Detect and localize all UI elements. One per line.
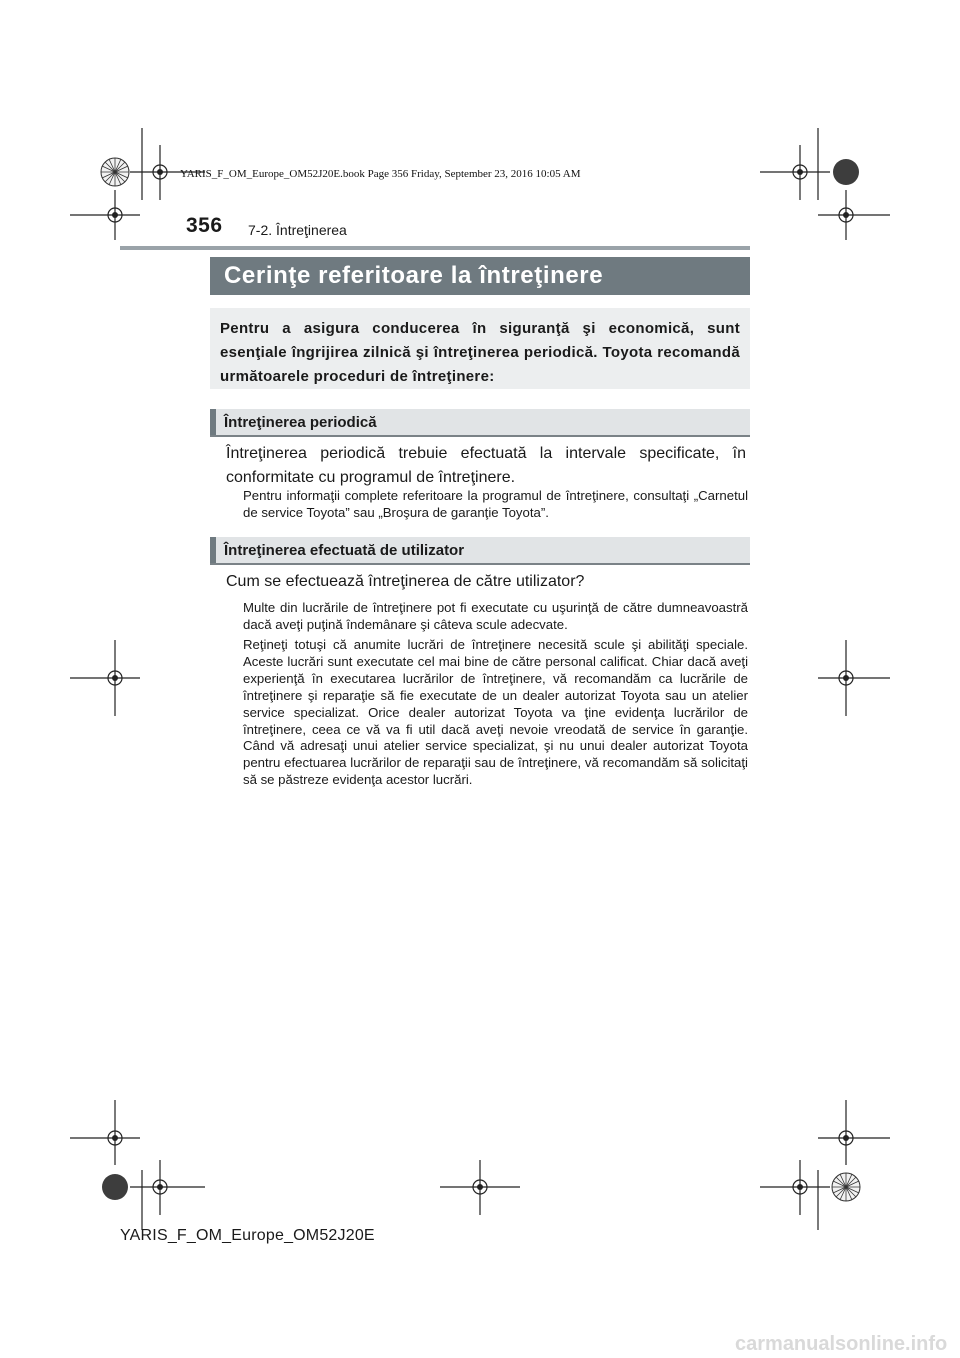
dark-disc-bottom-left [102, 1174, 128, 1200]
footer-doc-code: YARIS_F_OM_Europe_OM52J20E [120, 1227, 375, 1244]
periodic-maintenance-note: Pentru informaţii complete referitoare la programul de întreţinere, consultaţi „Carnetul de service Toyota” sau „Broşura de garanţie Toyota”. [243, 488, 748, 520]
dark-disc-top-right [833, 159, 859, 185]
user-maintenance-note-1: Multe din lucrările de întreţinere pot fi executate cu uşurinţă de către dumneavoastră dacă aveţi puţină îndemânare şi câteva scule adecvate. [243, 600, 748, 632]
intro-text: Pentru a asigura conducerea în siguranţă şi economică, sunt esenţiale îngrijirea zilnică şi întreţinerea periodică. Toyota recomandă următoarele proceduri de întreţinere: [220, 320, 740, 385]
user-maintenance-lead: Cum se efectuează întreţinerea de către utilizator? [226, 573, 585, 590]
periodic-maintenance-lead: Întreţinerea periodică trebuie efectuată la intervale specificate, în conformitate cu programul de întreţinere. [226, 445, 746, 486]
site-watermark: carmanualsonline.info [735, 1333, 948, 1355]
sunburst-top-left [101, 158, 129, 186]
subheading-periodic-maintenance: Întreţinerea periodică [210, 409, 750, 437]
section-title: 7-2. Întreţinerea [248, 222, 347, 238]
main-heading: Cerinţe referitoare la întreţinere [210, 257, 750, 295]
page-number: 356 [186, 214, 223, 237]
intro-box [210, 308, 750, 389]
header-rule [120, 246, 750, 250]
crosshair-top-right [760, 145, 830, 200]
user-maintenance-note-2: Reţineţi totuşi că anumite lucrări de întreţinere necesită scule şi abilităţi speciale. Aceste lucrări sunt executate cel mai bine de către personal calificat. Chiar dacă aveţi experienţă în executarea lucrărilor de întreţinere, vă recomandăm ca lucrările de întreţinere şi reparaţie să fie executate de un dealer autorizat Toyota sau un atelier service specializat. Orice dealer autorizat Toyota va ţine evidenţa lucrărilor de întreţinere, ceea ce vă va fi util dacă aveţi nevoie vreodată de service în garanţie. Când vă adresaţi unui atelier service specializat, şi nu unui dealer autorizat Toyota pentru efectuarea lucrărilor de reparaţii sau de întreţinere, vă recomandăm să solicitaţi să se păstreze evidenţa acestor lucrări. [243, 637, 748, 788]
subheading-user-maintenance: Întreţinerea efectuată de utilizator [210, 537, 750, 565]
sunburst-bottom-right [832, 1173, 860, 1201]
print-info-line: YARIS_F_OM_Europe_OM52J20E.book Page 356 Friday, September 23, 2016 10:05 AM [180, 168, 581, 180]
